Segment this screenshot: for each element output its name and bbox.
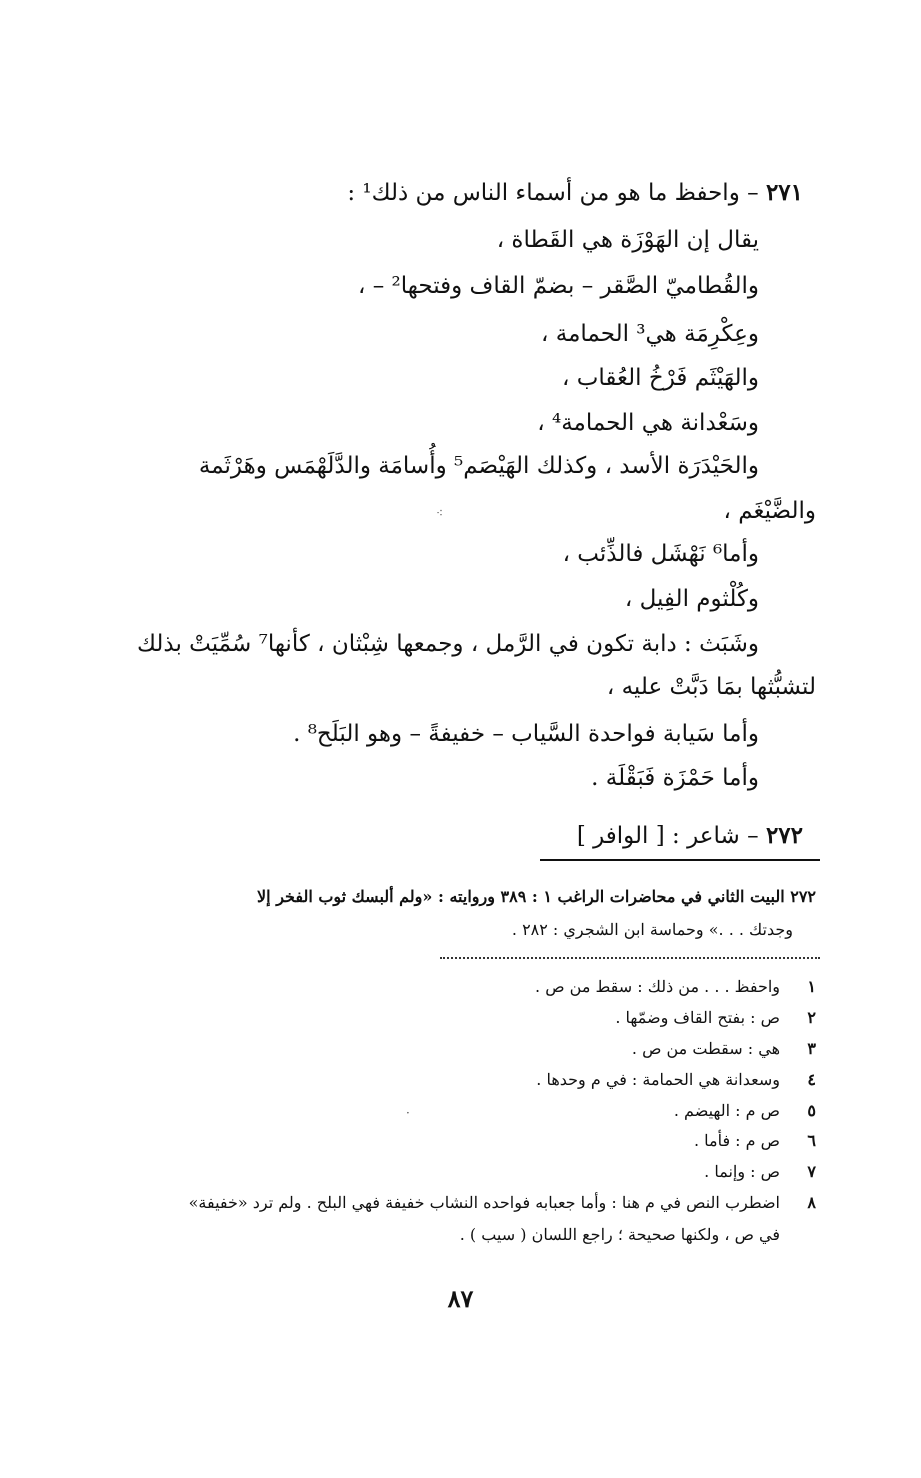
entry-271-heading bbox=[347, 175, 803, 211]
footnote-text: ص م : فأما . bbox=[693, 1131, 780, 1150]
body-line: والحَيْدَرَة الأسد ، وكذلك الهَيْصَم⁵ وأُسامَة والدَّلَهْمَس وهَرْثَمة bbox=[198, 453, 759, 479]
footnote-number: ٦ bbox=[807, 1131, 816, 1150]
footnote-text: اضطرب النص في م هنا : وأما جعبابه فواحده النشاب خفيفة فهي البلح . ولم ترد «خفيفة» bbox=[188, 1193, 780, 1212]
footnote-number: ٤ bbox=[807, 1070, 816, 1089]
footnote-number: ١ bbox=[807, 977, 816, 996]
body-line: والقُطاميّ الصَّقر – بضمّ القاف وفتحها² – ، bbox=[357, 273, 759, 299]
footnote bbox=[674, 1096, 816, 1126]
footnote-continuation: في ص ، ولكنها صحيحة ؛ راجع اللسان ( سيب ) . bbox=[459, 1225, 780, 1244]
body-line: والضَّيْغَم ، bbox=[723, 498, 816, 524]
body-line: يقال إن الهَوْزَة هي القَطاة ، bbox=[496, 227, 759, 253]
body-line: وأما⁶ نَهْشَل فالذِّئب ، bbox=[562, 541, 759, 567]
note-number: ٢٧٢ bbox=[790, 887, 816, 906]
note-272-line1 bbox=[257, 882, 816, 912]
body-line: وأما حَمْزَة فَبَقْلَة . bbox=[591, 765, 759, 791]
body-line: وشَبَث : دابة تكون في الرَّمل ، وجمعها شِبْثان ، كأنها⁷ سُمِّيَتْ بذلك bbox=[136, 631, 759, 657]
note-text: البيت الثاني في محاضرات الراغب ١ : ٣٨٩ وروايته : «ولم ألبسك ثوب الفخر إلا bbox=[257, 887, 785, 906]
section-divider bbox=[540, 859, 820, 861]
print-speck: ⁖ bbox=[436, 506, 444, 520]
footnote-number: ٢ bbox=[807, 1008, 816, 1027]
note-272-line2: وجدتك . . .» وحماسة ابن الشجري : ٢٨٢ . bbox=[511, 920, 793, 939]
entry-intro: – واحفظ ما هو من أسماء الناس من ذلك¹ : bbox=[347, 180, 766, 206]
footnote-text: وسعدانة هي الحمامة : في م وحدها . bbox=[536, 1070, 780, 1089]
print-speck: · bbox=[406, 1106, 410, 1120]
body-line: لتشبُّثها بمَا دَبَّتْ عليه ، bbox=[606, 674, 816, 700]
page-number: ٨٧ bbox=[447, 1284, 474, 1313]
footnote-text: ص : بفتح القاف وضمّها . bbox=[615, 1008, 780, 1027]
footnote bbox=[615, 1003, 816, 1033]
footnote bbox=[536, 1065, 816, 1095]
body-line: وعِكْرِمَة هي³ الحمامة ، bbox=[541, 321, 759, 347]
footnote-text: ص م : الهيضم . bbox=[673, 1101, 780, 1120]
body-line: وأما سَيابة فواحدة السَّياب – خفيفةً – وهو البَلَح⁸ . bbox=[293, 721, 759, 747]
footnote-text: واحفظ . . . من ذلك : سقط من ص . bbox=[535, 977, 780, 996]
entry-text: – شاعر : [ الوافر ] bbox=[576, 823, 766, 849]
footnote-number: ٨ bbox=[807, 1193, 816, 1212]
entry-number: ٢٧٢ bbox=[765, 822, 803, 849]
dotted-divider bbox=[440, 957, 820, 959]
footnote-number: ٥ bbox=[807, 1101, 816, 1120]
body-line: وسَعْدانة هي الحمامة⁴ ، bbox=[537, 410, 759, 436]
footnote-number: ٧ bbox=[807, 1162, 816, 1181]
footnote bbox=[535, 972, 816, 1002]
entry-number: ٢٧١ bbox=[765, 179, 803, 206]
body-line: وكُلْثوم الفِيل ، bbox=[624, 586, 759, 612]
entry-272-heading bbox=[577, 818, 803, 854]
footnote-text: هي : سقطت من ص . bbox=[631, 1039, 780, 1058]
body-line: والهَيْثَم فَرْخُ العُقاب ، bbox=[562, 365, 759, 391]
footnote bbox=[189, 1188, 816, 1218]
footnote-number: ٣ bbox=[807, 1039, 816, 1058]
footnote bbox=[704, 1157, 816, 1187]
footnote bbox=[632, 1034, 816, 1064]
footnote bbox=[694, 1126, 816, 1156]
footnote-text: ص : وإنما . bbox=[704, 1162, 780, 1181]
